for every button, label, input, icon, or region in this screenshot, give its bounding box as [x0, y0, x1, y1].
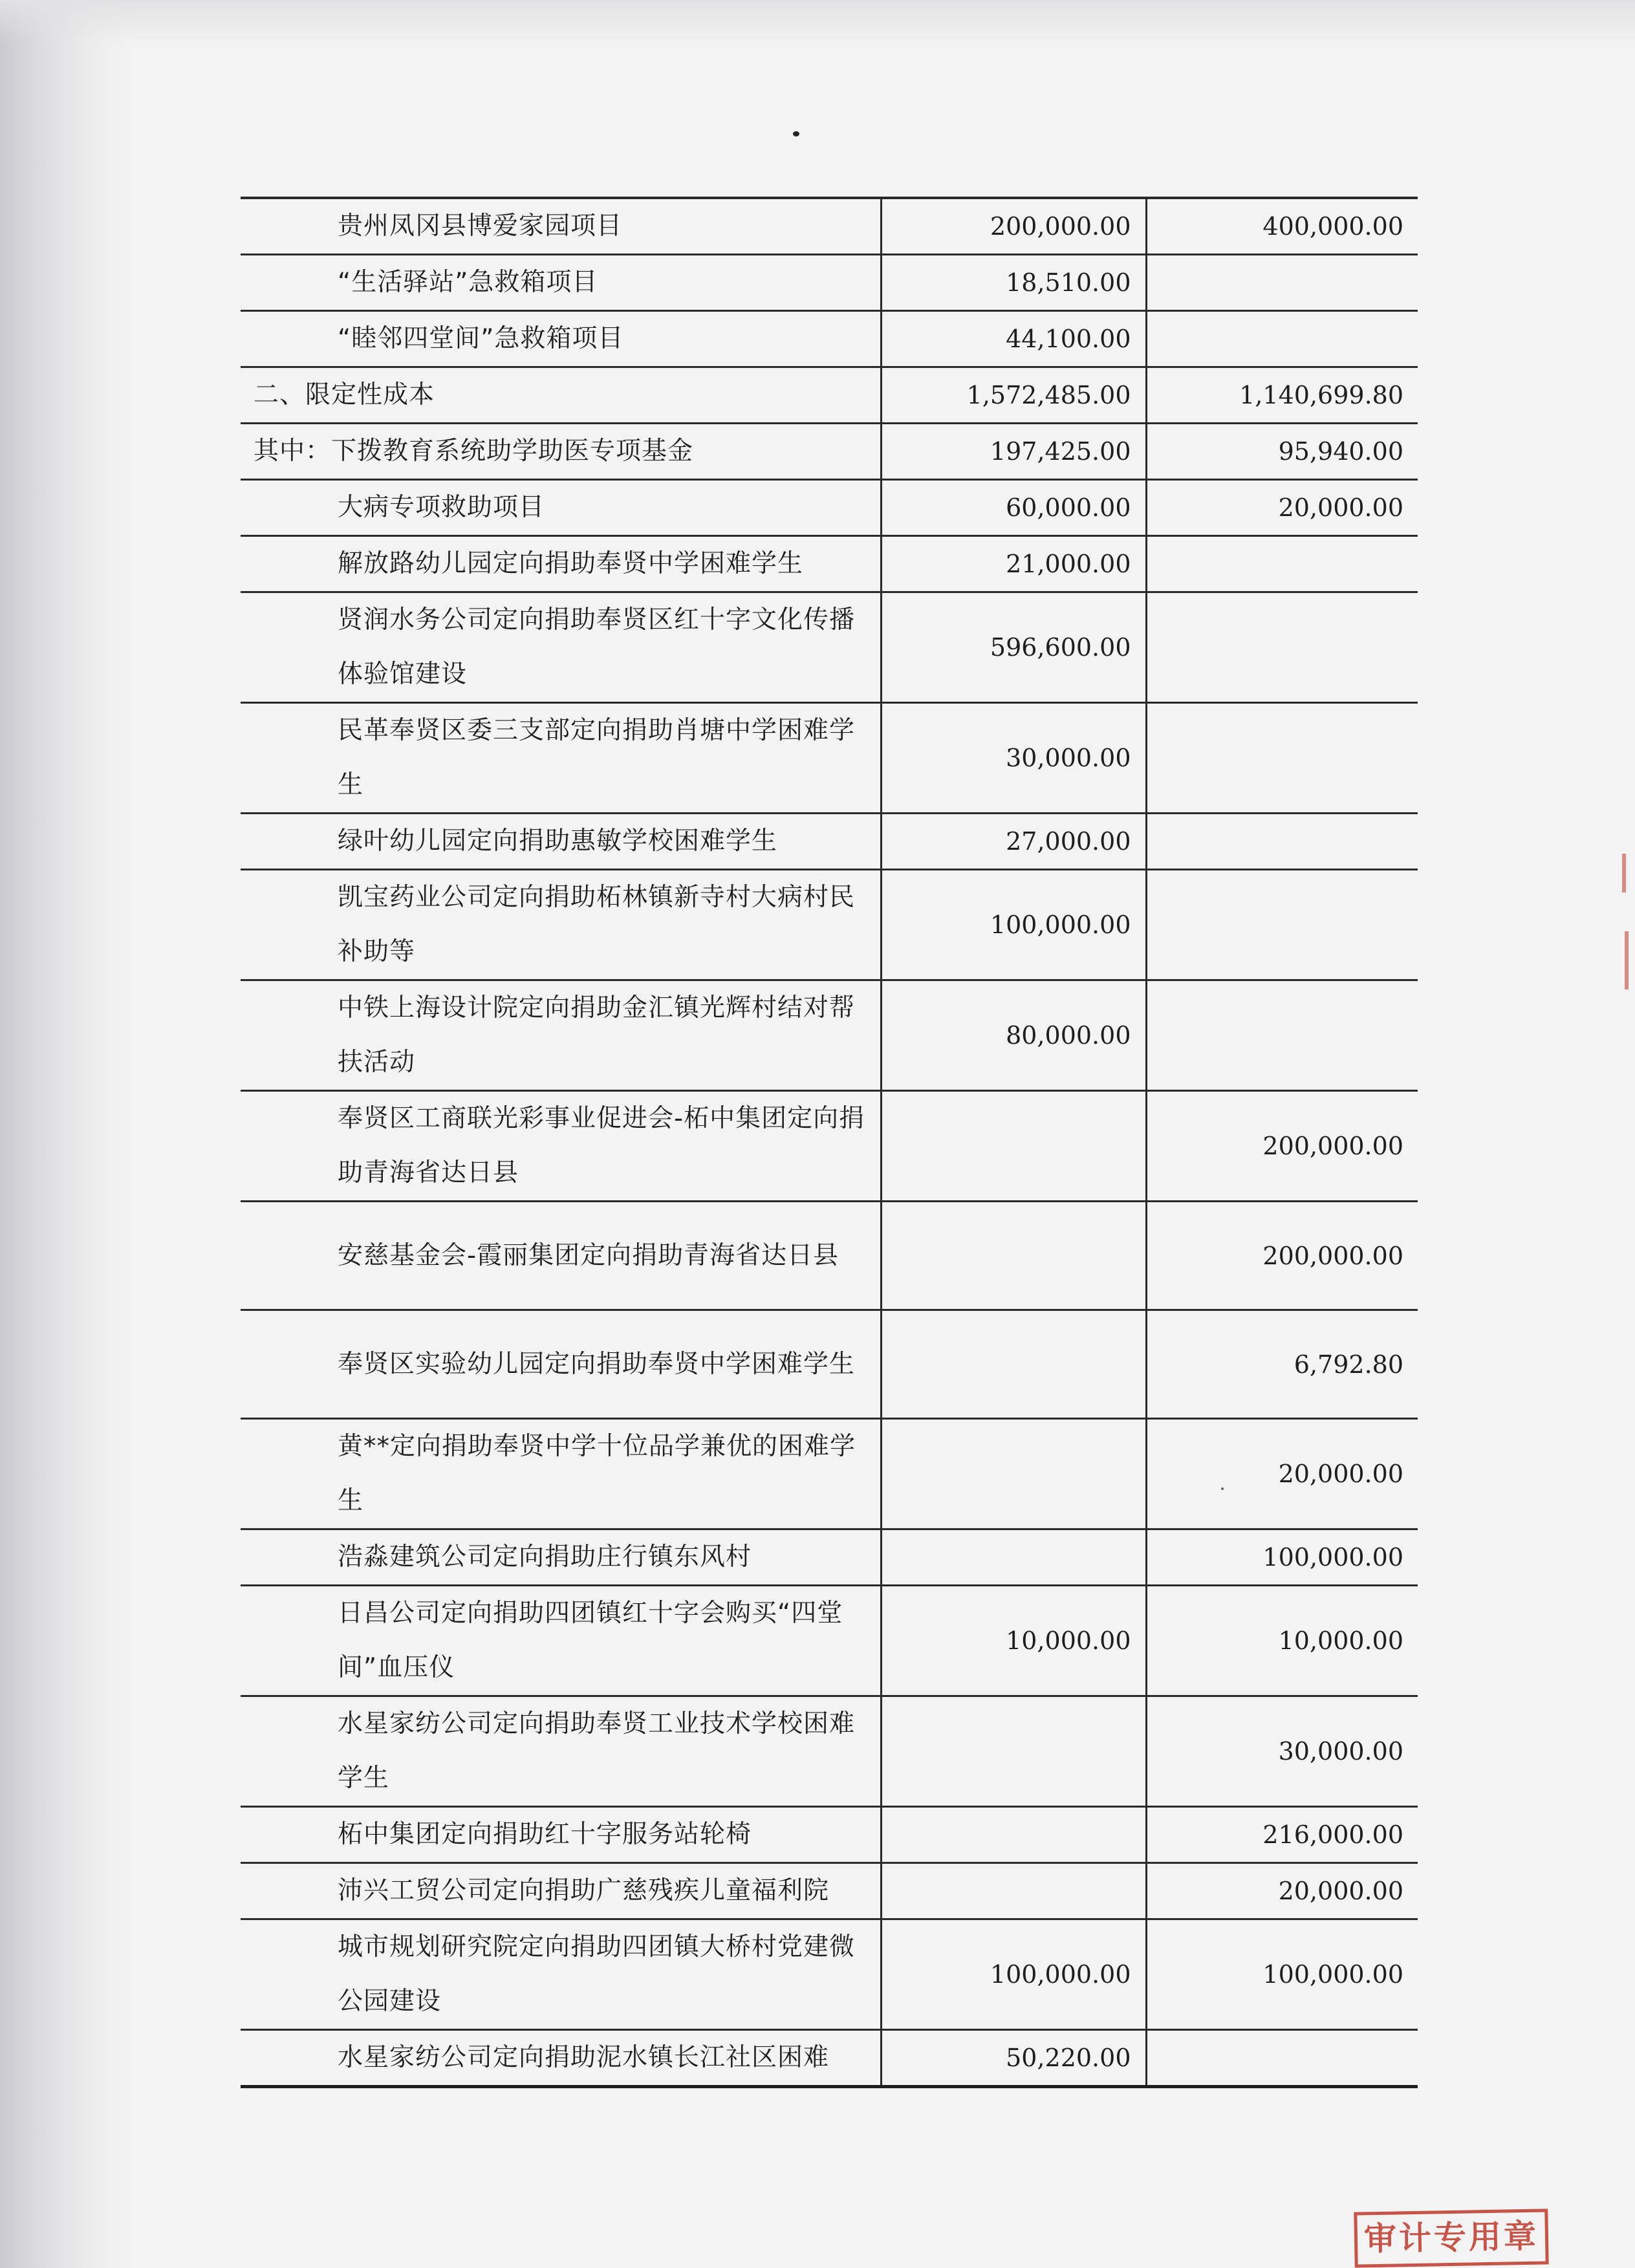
previous-period-amount: 20,000.00 — [1146, 1863, 1418, 1919]
previous-period-amount: 200,000.00 — [1146, 1202, 1418, 1310]
previous-period-amount: 6,792.80 — [1146, 1310, 1418, 1419]
table-row — [241, 1529, 1418, 1586]
current-period-amount: 1,572,485.00 — [881, 367, 1146, 424]
previous-period-amount: 100,000.00 — [1146, 1919, 1418, 2030]
red-edge-mark — [1625, 931, 1629, 989]
item-label: 安慈基金会-霞丽集团定向捐助青海省达日县 — [241, 1202, 881, 1310]
table-row — [241, 703, 1418, 814]
item-label: 贤润水务公司定向捐助奉贤区红十字文化传播体验馆建设 — [241, 592, 881, 703]
ink-speck — [793, 131, 799, 136]
item-label: 水星家纺公司定向捐助奉贤工业技术学校困难学生 — [241, 1696, 881, 1807]
table-row — [241, 536, 1418, 592]
previous-period-amount — [1146, 255, 1418, 311]
table-row — [241, 1696, 1418, 1807]
red-edge-mark — [1622, 854, 1626, 892]
current-period-amount: 100,000.00 — [881, 1919, 1146, 2030]
current-period-amount: 30,000.00 — [881, 703, 1146, 814]
previous-period-amount: 10,000.00 — [1146, 1586, 1418, 1696]
table-row — [241, 870, 1418, 980]
current-period-amount — [881, 1529, 1146, 1586]
table-row — [241, 1202, 1418, 1310]
table-row — [241, 814, 1418, 870]
current-period-amount: 596,600.00 — [881, 592, 1146, 703]
table-row — [241, 980, 1418, 1091]
audit-seal-stamp — [1354, 2209, 1548, 2267]
previous-period-amount — [1146, 2030, 1418, 2087]
item-label: “睦邻四堂间”急救箱项目 — [241, 311, 881, 367]
previous-period-amount — [1146, 870, 1418, 980]
current-period-amount: 100,000.00 — [881, 870, 1146, 980]
current-period-amount — [881, 1310, 1146, 1419]
cost-detail-table — [241, 197, 1418, 2088]
table-row — [241, 1091, 1418, 1202]
item-label: 沛兴工贸公司定向捐助广慈残疾儿童福利院 — [241, 1863, 881, 1919]
table-row — [241, 255, 1418, 311]
table-row — [241, 367, 1418, 424]
table-row — [241, 592, 1418, 703]
current-period-amount: 10,000.00 — [881, 1586, 1146, 1696]
table-row — [241, 424, 1418, 480]
table-row — [241, 2030, 1418, 2087]
current-period-amount — [881, 1202, 1146, 1310]
table-row — [241, 1807, 1418, 1863]
previous-period-amount: 95,940.00 — [1146, 424, 1418, 480]
item-label: 贵州凤冈县博爱家园项目 — [241, 198, 881, 255]
scan-top-shadow — [0, 0, 1635, 45]
previous-period-amount — [1146, 536, 1418, 592]
current-period-amount — [881, 1863, 1146, 1919]
table-row — [241, 480, 1418, 536]
previous-period-amount: 20,000.00 — [1146, 480, 1418, 536]
previous-period-amount — [1146, 592, 1418, 703]
previous-period-amount: 20,000.00 — [1146, 1419, 1418, 1529]
item-label: 中铁上海设计院定向捐助金汇镇光辉村结对帮扶活动 — [241, 980, 881, 1091]
table-row — [241, 311, 1418, 367]
current-period-amount: 44,100.00 — [881, 311, 1146, 367]
current-period-amount: 50,220.00 — [881, 2030, 1146, 2087]
current-period-amount: 60,000.00 — [881, 480, 1146, 536]
item-label: 解放路幼儿园定向捐助奉贤中学困难学生 — [241, 536, 881, 592]
item-label: 城市规划研究院定向捐助四团镇大桥村党建微公园建设 — [241, 1919, 881, 2030]
item-label: 黄**定向捐助奉贤中学十位品学兼优的困难学生 — [241, 1419, 881, 1529]
current-period-amount: 80,000.00 — [881, 980, 1146, 1091]
current-period-amount: 197,425.00 — [881, 424, 1146, 480]
current-period-amount — [881, 1696, 1146, 1807]
audit-seal-text: 审计专用章 — [1363, 2217, 1539, 2258]
item-label: 柘中集团定向捐助红十字服务站轮椅 — [241, 1807, 881, 1863]
current-period-amount: 18,510.00 — [881, 255, 1146, 311]
binding-shadow — [0, 0, 129, 2268]
table-row — [241, 1863, 1418, 1919]
item-label: 大病专项救助项目 — [241, 480, 881, 536]
current-period-amount — [881, 1091, 1146, 1202]
table-row — [241, 1419, 1418, 1529]
item-label: 奉贤区工商联光彩事业促进会-柘中集团定向捐助青海省达日县 — [241, 1091, 881, 1202]
previous-period-amount — [1146, 703, 1418, 814]
item-label: “生活驿站”急救箱项目 — [241, 255, 881, 311]
previous-period-amount: 216,000.00 — [1146, 1807, 1418, 1863]
table-row — [241, 1586, 1418, 1696]
previous-period-amount: 200,000.00 — [1146, 1091, 1418, 1202]
current-period-amount — [881, 1419, 1146, 1529]
item-label: 日昌公司定向捐助四团镇红十字会购买“四堂间”血压仪 — [241, 1586, 881, 1696]
table-row — [241, 1310, 1418, 1419]
table-row — [241, 1919, 1418, 2030]
current-period-amount — [881, 1807, 1146, 1863]
current-period-amount: 200,000.00 — [881, 198, 1146, 255]
item-label: 水星家纺公司定向捐助泥水镇长江社区困难 — [241, 2030, 881, 2087]
item-label: 其中：下拨教育系统助学助医专项基金 — [241, 424, 881, 480]
cost-detail-table-body — [241, 198, 1418, 2087]
item-label: 二、限定性成本 — [241, 367, 881, 424]
previous-period-amount: 400,000.00 — [1146, 198, 1418, 255]
previous-period-amount — [1146, 980, 1418, 1091]
item-label: 浩淼建筑公司定向捐助庄行镇东风村 — [241, 1529, 881, 1586]
previous-period-amount: 100,000.00 — [1146, 1529, 1418, 1586]
table-row — [241, 198, 1418, 255]
previous-period-amount: 1,140,699.80 — [1146, 367, 1418, 424]
current-period-amount: 21,000.00 — [881, 536, 1146, 592]
item-label: 奉贤区实验幼儿园定向捐助奉贤中学困难学生 — [241, 1310, 881, 1419]
item-label: 绿叶幼儿园定向捐助惠敏学校困难学生 — [241, 814, 881, 870]
item-label: 凯宝药业公司定向捐助柘林镇新寺村大病村民补助等 — [241, 870, 881, 980]
previous-period-amount: 30,000.00 — [1146, 1696, 1418, 1807]
current-period-amount: 27,000.00 — [881, 814, 1146, 870]
previous-period-amount — [1146, 814, 1418, 870]
previous-period-amount — [1146, 311, 1418, 367]
item-label: 民革奉贤区委三支部定向捐助肖塘中学困难学生 — [241, 703, 881, 814]
